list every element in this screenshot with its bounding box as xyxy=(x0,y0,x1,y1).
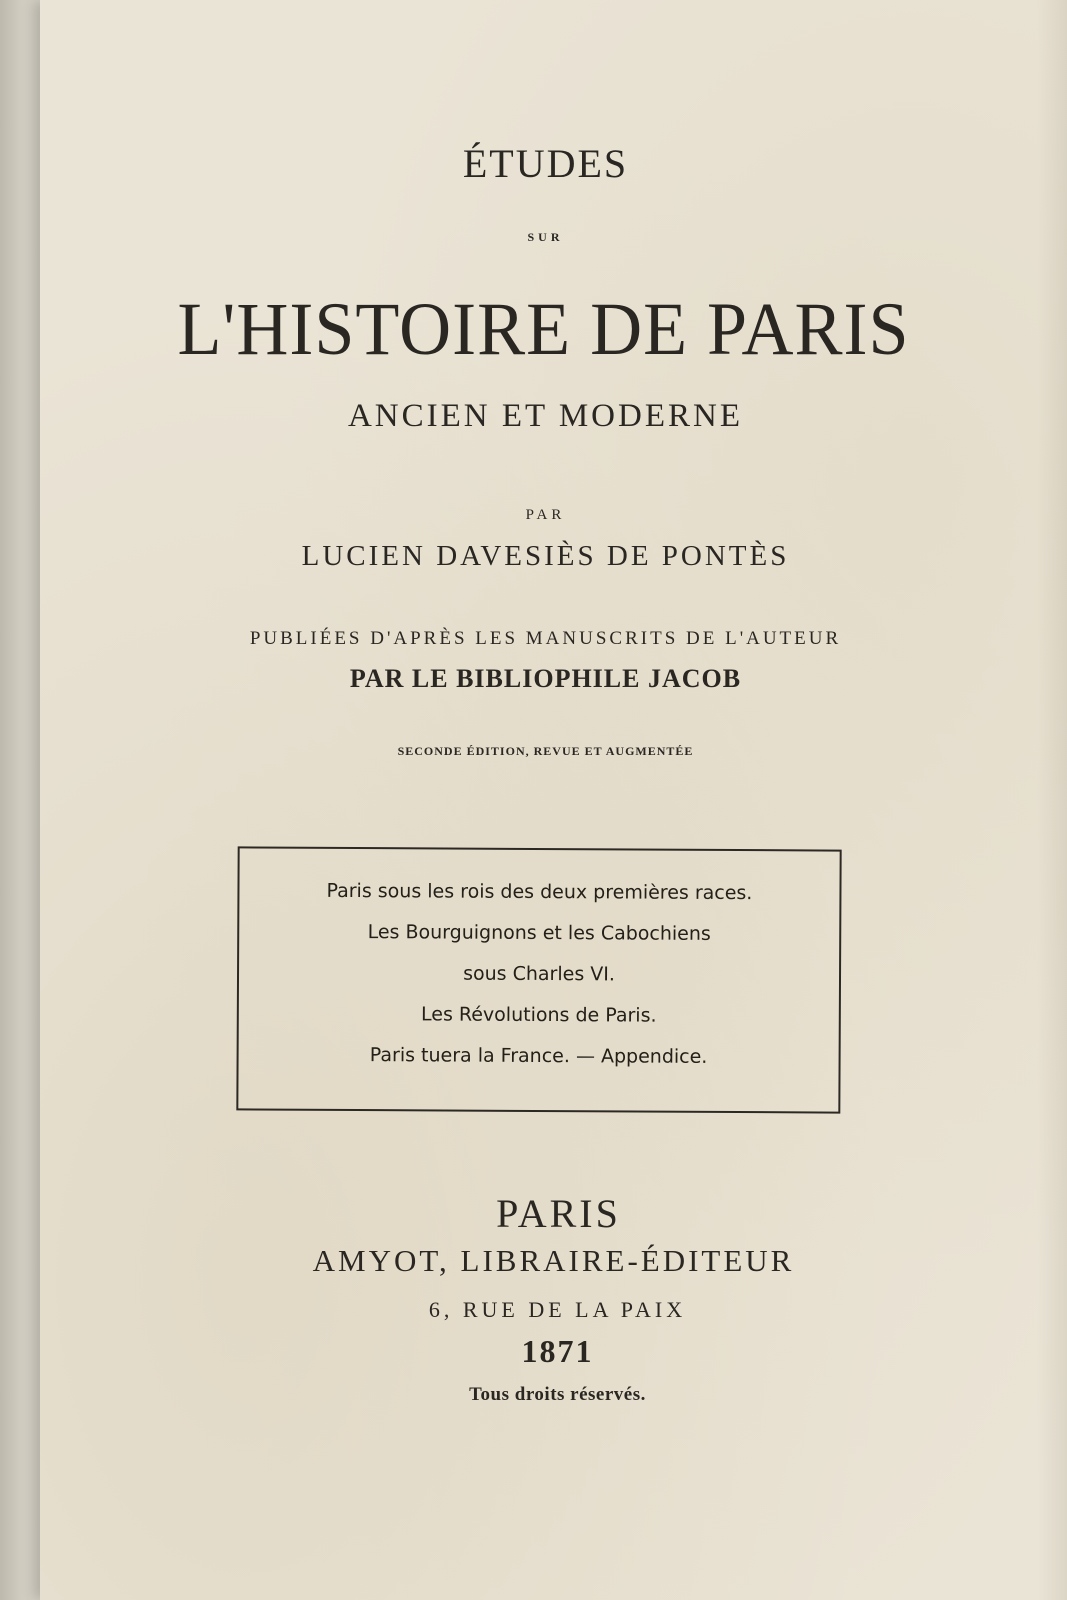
contents-item: Paris tuera la France. — Appendice. xyxy=(369,1044,708,1068)
contents-list xyxy=(238,870,839,1078)
title-etudes: ÉTUDES xyxy=(462,141,629,186)
imprint-address: 6, RUE DE LA PAIX xyxy=(428,1297,687,1322)
contents-item: Paris sous les rois des deux premières races. xyxy=(326,879,753,905)
title-sur: SUR xyxy=(527,230,564,244)
imprint-publisher: AMYOT, LIBRAIRE-ÉDITEUR xyxy=(312,1243,795,1278)
contents-item: sous Charles VI. xyxy=(463,962,615,986)
author-name: LUCIEN DAVESIÈS DE PONTÈS xyxy=(301,540,790,572)
by-label: PAR xyxy=(525,507,566,523)
subtitle: ANCIEN ET MODERNE xyxy=(347,398,744,434)
imprint-city: PARIS xyxy=(496,1191,621,1236)
contents-box xyxy=(236,846,841,1113)
edition-note: SECONDE ÉDITION, REVUE ET AUGMENTÉE xyxy=(397,744,694,758)
contents-item: Les Révolutions de Paris. xyxy=(420,1003,657,1027)
main-title: L'HISTOIRE DE PARIS xyxy=(177,286,910,371)
imprint-year: 1871 xyxy=(521,1333,594,1369)
rights-notice: Tous droits réservés. xyxy=(469,1384,646,1405)
editor-name: PAR LE BIBLIOPHILE JACOB xyxy=(349,664,742,693)
publication-note: PUBLIÉES D'APRÈS LES MANUSCRITS DE L'AUTEUR xyxy=(249,628,842,649)
contents-item: Les Bourguignons et les Cabochiens xyxy=(367,921,711,945)
